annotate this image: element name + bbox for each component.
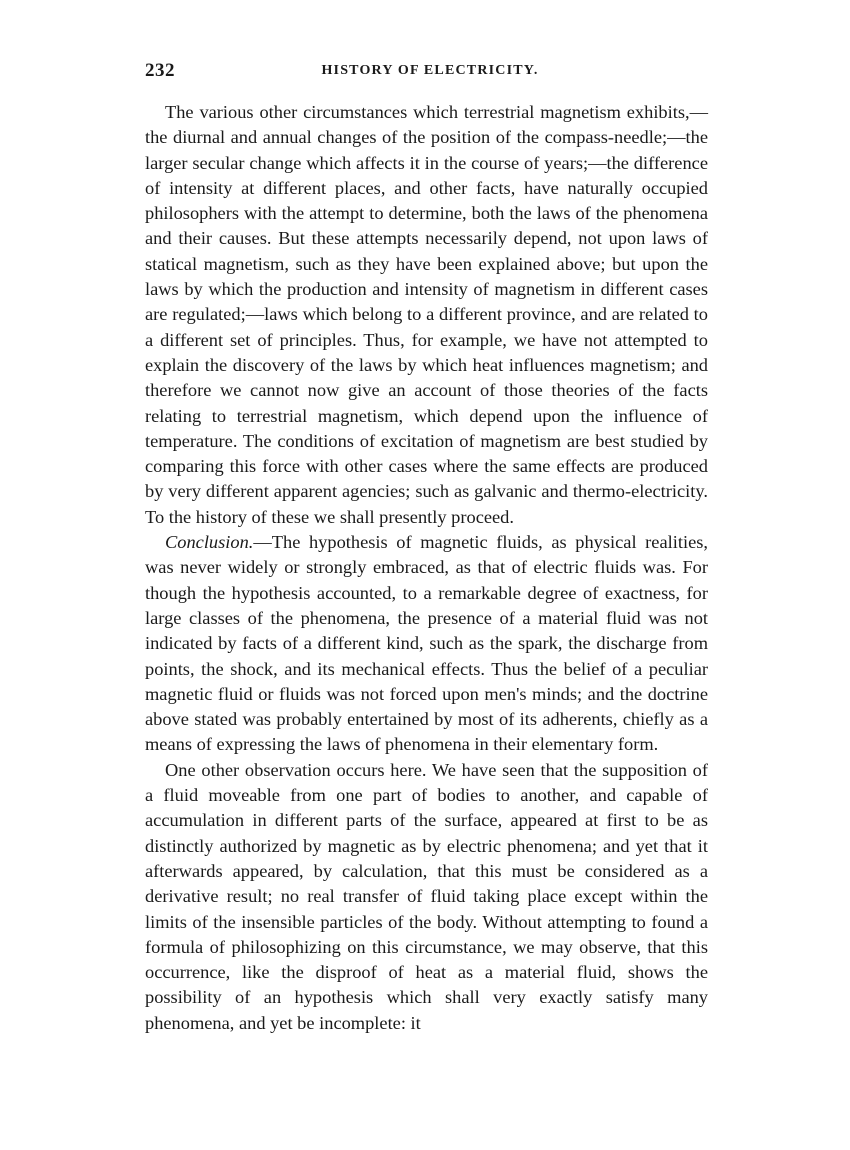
conclusion-heading: Conclusion. — [165, 532, 254, 553]
paragraph-text: —The hypothesis of magnetic fluids, as physical realities, was never widely or strongly embraced, as that of electric fluids was. For though the hypothesis accounted, to a remarkable degree of exactness, for large classes of the phenomena, the presence of a material fluid was not indicated by facts of a different kind, such as the spark, the discharge from points, the shock, and its mechanical effects. Thus the belief of a peculiar magnetic fluid or fluids was not forced upon men's minds; and the doctrine above stated was probably entertained by most of its adherents, chiefly as a means of expressing the laws of phenomena in their elementary form. — [145, 532, 708, 755]
paragraph-text: One other observation occurs here. We have seen that the supposition of a fluid moveable from one part of bodies to another, and capable of accumulation in different parts of the surface, appeared at first to be as distinctly authorized by magnetic as by electric phenomena; and yet that it afterwards appeared, by calculation, that this must be considered as a derivative result; no real transfer of fluid taking place except within the limits of the insensible particles of the body. Without attempting to found a formula of philosophizing on this circumstance, we may observe, that this occurrence, like the disproof of heat as a material fluid, shows the possibility of an hypothesis which shall very exactly satisfy many phenomena, and yet be incomplete: it — [145, 759, 708, 1033]
body-text — [145, 100, 708, 1036]
paragraph-conclusion — [145, 530, 708, 758]
page-number: 232 — [145, 60, 175, 81]
running-title: HISTORY OF ELECTRICITY. — [321, 63, 539, 78]
paragraph-observation — [145, 758, 708, 1036]
paragraph-text: The various other circumstances which terrestrial magnetism exhibits,—the diurnal and annual changes of the position of the compass-needle;—the larger secular change which affects it in the course of years;—the difference of intensity at different places, and other facts, have naturally occupied philosophers with the attempt to determine, both the laws of the phenomena and their causes. But these attempts necessarily depend, not upon laws of statical magnetism, such as they have been explained above; but upon the laws by which the production and intensity of magnetism in different cases are regulated;—laws which belong to a different province, and are related to a different set of principles. Thus, for example, we have not attempted to explain the discovery of the laws by which heat influences magnetism; and therefore we cannot now give an account of those theories of the facts relating to terrestrial magnetism, which depend upon the influence of temperature. The conditions of excitation of magnetism are best studied by comparing this force with other cases where the same effects are produced by very different apparent agencies; such as galvanic and thermo-electricity. To the history of these we shall presently proceed. — [145, 102, 708, 527]
paragraph-terrestrial-magnetism — [145, 100, 708, 530]
page-header — [145, 60, 715, 86]
